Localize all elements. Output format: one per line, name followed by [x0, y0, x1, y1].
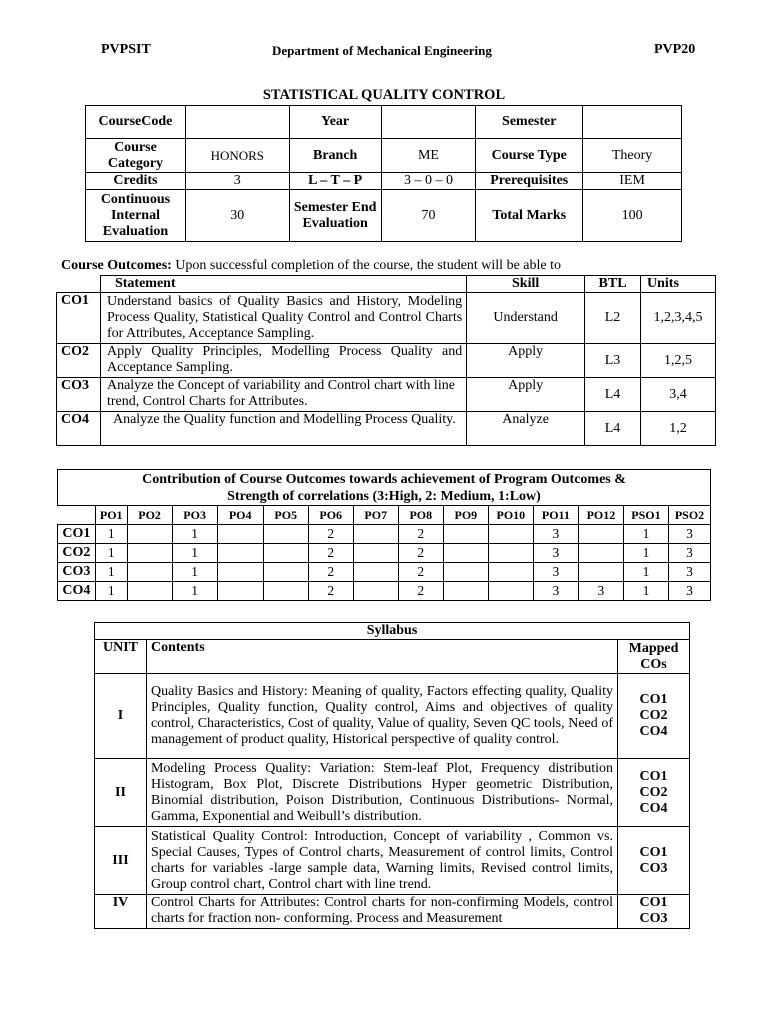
mapping-cell [578, 563, 623, 582]
mapping-cell: 3 [533, 563, 578, 582]
co1-btl: L2 [585, 293, 641, 344]
mapping-cell: 3 [578, 582, 623, 601]
co3-statement: Analyze the Concept of variability and Control chart with line trend, Control Charts for Attributes. [100, 378, 466, 412]
mapping-cell [443, 563, 488, 582]
syllabus-table [94, 622, 690, 929]
syllabus-header-unit: UNIT [95, 640, 147, 674]
mapping-cell [127, 525, 172, 544]
mapping-cell [353, 563, 398, 582]
co3-btl: L4 [585, 378, 641, 412]
mapping-column-header: PO11 [533, 506, 578, 525]
mapping-cell: 2 [398, 544, 443, 563]
cie-label: Continuous Internal Evaluation [86, 190, 186, 242]
table-row [95, 827, 690, 895]
table-row [58, 525, 711, 544]
co4-statement: Analyze the Quality function and Modelling Process Quality. [100, 412, 466, 446]
mapping-cell: 2 [308, 582, 353, 601]
header-left: PVPSIT [101, 42, 151, 57]
mapping-row-co: CO2 [58, 544, 96, 563]
co4-units: 1,2 [641, 412, 716, 446]
see-label: Semester End Evaluation [289, 190, 381, 242]
mapping-row-co: CO3 [58, 563, 96, 582]
unit-4-cos [618, 895, 690, 929]
credits-label: Credits [86, 173, 186, 190]
table-row [58, 582, 711, 601]
header-center: Department of Mechanical Engineering [272, 43, 492, 58]
course-info-table [85, 105, 682, 242]
mapping-cell: 3 [668, 563, 710, 582]
page-title: STATISTICAL QUALITY CONTROL [262, 87, 506, 103]
mapping-cell [263, 582, 308, 601]
mapping-cell: 3 [533, 525, 578, 544]
mapping-cell: 2 [308, 544, 353, 563]
outcomes-intro [61, 258, 561, 274]
unit-2-co: CO1 [639, 768, 668, 784]
mapping-column-header: PO1 [95, 506, 127, 525]
mapping-header-blank [58, 506, 96, 525]
co2-skill: Apply [467, 344, 585, 378]
mapping-title [58, 470, 711, 506]
course-type-value: Theory [583, 139, 682, 173]
table-row [95, 674, 690, 759]
course-code-label: CourseCode [86, 106, 186, 139]
mapping-cell: 1 [623, 544, 668, 563]
course-category-label: Course Category [86, 139, 186, 173]
mapping-cell: 1 [172, 525, 217, 544]
mapping-title-line2: Strength of correlations (3:High, 2: Medium, 1:Low) [227, 488, 541, 504]
prerequisites-value: IEM [583, 173, 682, 190]
prerequisites-label: Prerequisites [476, 173, 583, 190]
mapping-cell [127, 563, 172, 582]
unit-1-co: CO4 [639, 724, 668, 739]
branch-value: ME [381, 139, 476, 173]
mapping-cell [443, 544, 488, 563]
co-po-mapping-table [57, 469, 711, 601]
mapping-cell: 3 [533, 544, 578, 563]
mapping-column-header: PO5 [263, 506, 308, 525]
unit-4-number: IV [95, 895, 147, 929]
syllabus-header-contents: Contents [146, 640, 617, 674]
mapping-cell: 1 [623, 563, 668, 582]
mapping-cell [578, 525, 623, 544]
see-value: 70 [381, 190, 476, 242]
mapping-column-header: PO8 [398, 506, 443, 525]
outcomes-header-btl: BTL [585, 276, 641, 293]
table-row [95, 759, 690, 827]
outcomes-header-statement: Statement [100, 276, 466, 293]
table-row [58, 544, 711, 563]
co1-skill: Understand [467, 293, 585, 344]
table-row [95, 895, 690, 929]
mapping-cell [578, 544, 623, 563]
total-marks-label: Total Marks [476, 190, 583, 242]
mapping-cell: 1 [172, 563, 217, 582]
mapping-cell [353, 582, 398, 601]
unit-1-co: CO1 [639, 692, 668, 707]
co3-skill: Apply [467, 378, 585, 412]
year-value [381, 106, 476, 139]
co4-btl: L4 [585, 412, 641, 446]
unit-3-contents: Statistical Quality Control: Introduction, Concept of variability , Common vs. Special Causes, Types of Control charts, Measurement of control limits, Control charts for variables -large sample data, Warning limits, Revised control limits, Group control chart, Control chart with line trend. [146, 827, 617, 895]
co2-units: 1,2,5 [641, 344, 716, 378]
mapping-column-header: PO7 [353, 506, 398, 525]
unit-1-co: CO2 [639, 708, 668, 723]
unit-2-number: II [95, 759, 147, 827]
co1-id: CO1 [57, 293, 101, 344]
outcomes-intro-label: Course Outcomes: [61, 258, 172, 273]
unit-1-contents: Quality Basics and History: Meaning of quality, Factors effecting quality, Quality Principles, Quality function, Quality control, Aims and objectives of quality control, Characteristics, Cost of quality, Value of quality, Seven QC tools, Need of management of product quality, Historical perspective of quality control. [146, 674, 617, 759]
table-row [58, 563, 711, 582]
mapping-cell: 3 [668, 582, 710, 601]
unit-1-cos [618, 674, 690, 759]
unit-2-contents: Modeling Process Quality: Variation: Stem-leaf Plot, Frequency distribution Histogram, Box Plot, Discrete Distributions Hyper geometric Distribution, Binomial distribution, Poison Distribution, Continuous Distributions- Normal, Gamma, Exponential and Weibull’s distribution. [146, 759, 617, 827]
mapping-cell [488, 563, 533, 582]
outcomes-intro-text: Upon successful completion of the course, the student will be able to [171, 258, 561, 273]
mapping-column-header: PSO2 [668, 506, 710, 525]
mapping-cell [127, 582, 172, 601]
unit-4-co: CO1 [639, 895, 668, 910]
cie-value: 30 [185, 190, 289, 242]
table-row [57, 412, 716, 446]
co2-statement: Apply Quality Principles, Modelling Process Quality and Acceptance Sampling. [100, 344, 466, 378]
co1-units: 1,2,3,4,5 [641, 293, 716, 344]
mapping-cell: 1 [95, 582, 127, 601]
mapping-cell: 1 [172, 544, 217, 563]
unit-2-co: CO4 [639, 800, 668, 816]
mapping-cell [353, 525, 398, 544]
outcomes-header-units: Units [641, 276, 716, 293]
ltp-label: L – T – P [289, 173, 381, 190]
unit-2-cos [618, 759, 690, 827]
mapping-column-header: PO12 [578, 506, 623, 525]
syllabus-header-mapped: Mapped COs [618, 640, 690, 674]
mapping-cell [217, 563, 263, 582]
mapping-cell: 3 [533, 582, 578, 601]
mapping-row-co: CO4 [58, 582, 96, 601]
branch-label: Branch [289, 139, 381, 173]
mapping-column-header: PO10 [488, 506, 533, 525]
year-label: Year [289, 106, 381, 139]
mapping-cell [217, 525, 263, 544]
header-right: PVP20 [654, 42, 696, 57]
course-outcomes-table [56, 275, 716, 446]
unit-4-contents: Control Charts for Attributes: Control charts for non-confirming Models, control charts for fraction non- conforming. Process and Measurement [146, 895, 617, 929]
mapping-cell [263, 563, 308, 582]
mapping-cell [263, 544, 308, 563]
mapping-cell: 2 [398, 525, 443, 544]
mapping-header-row [58, 506, 711, 525]
co3-units: 3,4 [641, 378, 716, 412]
mapping-cell: 3 [668, 525, 710, 544]
mapping-cell: 2 [398, 582, 443, 601]
semester-label: Semester [476, 106, 583, 139]
mapping-cell [443, 525, 488, 544]
mapping-column-header: PSO1 [623, 506, 668, 525]
unit-3-co: CO1 [639, 844, 668, 860]
course-code-value [185, 106, 289, 139]
mapping-cell [488, 544, 533, 563]
mapping-cell: 1 [95, 544, 127, 563]
syllabus-title: Syllabus [95, 623, 690, 640]
co2-btl: L3 [585, 344, 641, 378]
course-type-label: Course Type [476, 139, 583, 173]
mapping-cell [488, 582, 533, 601]
mapping-cell: 1 [95, 563, 127, 582]
mapping-column-header: PO3 [172, 506, 217, 525]
table-row [57, 344, 716, 378]
co1-statement: Understand basics of Quality Basics and History, Modeling Process Quality, Statistical Quality Control and Control Charts for Attributes, Acceptance Sampling. [100, 293, 466, 344]
mapping-title-line1: Contribution of Course Outcomes towards achievement of Program Outcomes & [142, 471, 626, 487]
unit-3-co: CO3 [639, 860, 668, 876]
credits-value: 3 [185, 173, 289, 190]
ltp-value: 3 – 0 – 0 [381, 173, 476, 190]
mapping-cell [217, 544, 263, 563]
mapping-cell [443, 582, 488, 601]
mapping-column-header: PO2 [127, 506, 172, 525]
mapping-column-header: PO6 [308, 506, 353, 525]
mapping-cell: 1 [95, 525, 127, 544]
mapping-cell: 2 [308, 563, 353, 582]
mapping-cell: 2 [398, 563, 443, 582]
mapping-cell: 1 [623, 525, 668, 544]
co2-id: CO2 [57, 344, 101, 378]
unit-2-co: CO2 [639, 784, 668, 800]
unit-3-number: III [95, 827, 147, 895]
mapping-cell [217, 582, 263, 601]
mapping-cell: 1 [623, 582, 668, 601]
mapping-cell: 1 [172, 582, 217, 601]
mapping-cell [353, 544, 398, 563]
mapping-column-header: PO9 [443, 506, 488, 525]
semester-value [583, 106, 682, 139]
table-row [57, 293, 716, 344]
mapping-cell: 2 [308, 525, 353, 544]
total-marks-value: 100 [583, 190, 682, 242]
mapping-cell [127, 544, 172, 563]
mapping-cell: 3 [668, 544, 710, 563]
co3-id: CO3 [57, 378, 101, 412]
unit-1-number: I [95, 674, 147, 759]
table-row [57, 378, 716, 412]
mapping-cell [263, 525, 308, 544]
unit-4-co: CO3 [639, 911, 668, 926]
co4-id: CO4 [57, 412, 101, 446]
outcomes-header-skill: Skill [467, 276, 585, 293]
course-category-value: HONORS [185, 139, 289, 173]
mapping-cell [488, 525, 533, 544]
mapping-column-header: PO4 [217, 506, 263, 525]
co4-skill: Analyze [467, 412, 585, 446]
outcomes-header-blank [57, 276, 101, 293]
unit-3-cos [618, 827, 690, 895]
mapping-row-co: CO1 [58, 525, 96, 544]
